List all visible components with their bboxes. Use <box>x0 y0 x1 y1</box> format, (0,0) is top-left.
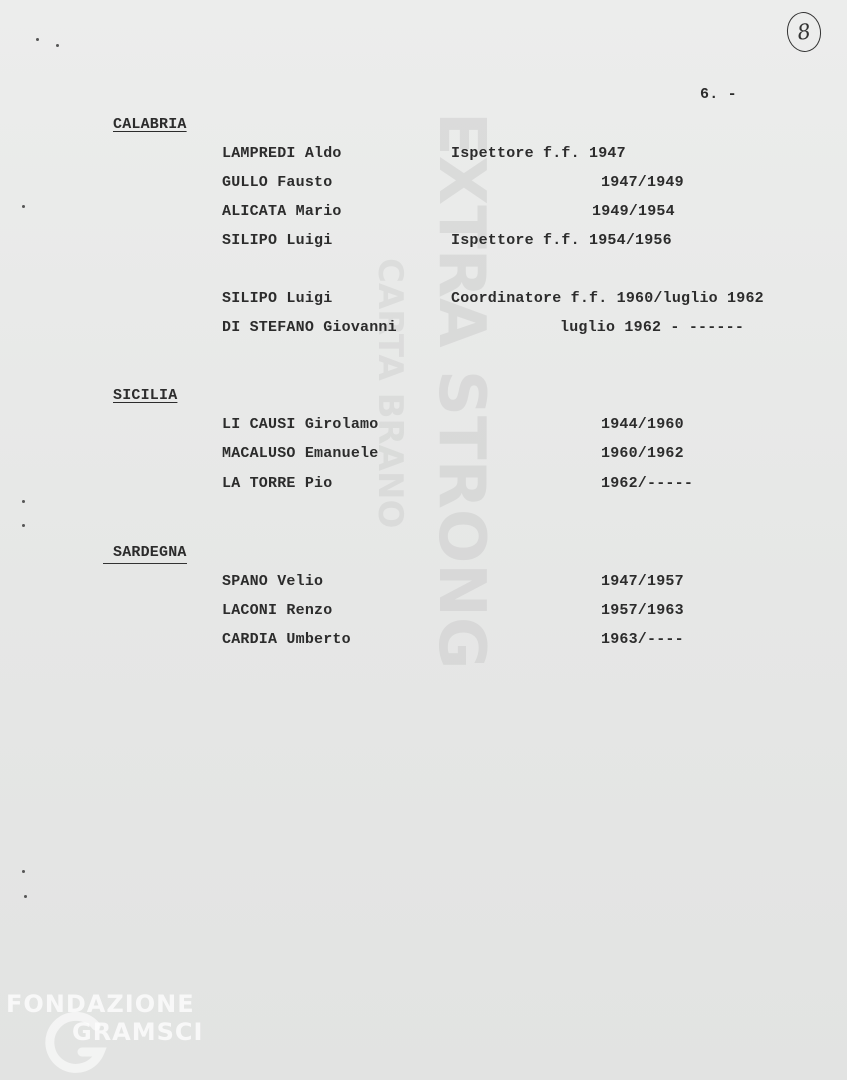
entry-detail: 1960/1962 <box>601 445 684 462</box>
entry-name: MACALUSO Emanuele <box>222 445 379 462</box>
entry-detail: Ispettore f.f. 1947 <box>451 145 626 162</box>
margin-mark <box>36 38 39 41</box>
entry-name: ALICATA Mario <box>222 203 342 220</box>
entry-detail: 1962/----- <box>601 475 694 492</box>
entry-name: SPANO Velio <box>222 573 324 590</box>
margin-mark <box>24 895 27 898</box>
section-title-sardegna: SARDEGNA <box>103 544 187 564</box>
margin-mark <box>22 500 25 503</box>
reverse-stamp: EXTRA STRONG <box>424 112 498 670</box>
reverse-stamp-small: CARTA BRANO <box>370 258 410 529</box>
entry-name: CARDIA Umberto <box>222 631 351 648</box>
entry-name: LI CAUSI Girolamo <box>222 416 379 433</box>
entry-name: LA TORRE Pio <box>222 475 333 492</box>
entry-name: SILIPO Luigi <box>222 290 333 307</box>
entry-detail: 1949/1954 <box>592 203 675 220</box>
entry-detail: Coordinatore f.f. 1960/luglio 1962 <box>451 290 764 307</box>
entry-name: LACONI Renzo <box>222 602 333 619</box>
entry-detail: 1944/1960 <box>601 416 684 433</box>
margin-mark <box>56 44 59 47</box>
entry-detail: luglio 1962 - ------ <box>560 319 745 336</box>
entry-name: SILIPO Luigi <box>222 232 333 249</box>
fondazione-gramsci-watermark <box>6 988 226 1078</box>
margin-mark <box>22 524 25 527</box>
entry-detail: Ispettore f.f. 1954/1956 <box>451 232 672 249</box>
margin-mark <box>22 205 25 208</box>
margin-mark <box>22 870 25 873</box>
section-title-sicilia: SICILIA <box>113 387 178 404</box>
entry-detail: 1947/1957 <box>601 573 684 590</box>
page-number: 6. - <box>700 86 737 103</box>
entry-detail: 1947/1949 <box>601 174 684 191</box>
entry-detail: 1963/---- <box>601 631 684 648</box>
section-title-calabria: CALABRIA <box>113 116 187 133</box>
watermark-line-2: GRAMSCI <box>72 1018 204 1046</box>
entry-name: DI STEFANO Giovanni <box>222 319 397 336</box>
entry-name: GULLO Fausto <box>222 174 333 191</box>
watermark-line-1: FONDAZIONE <box>6 990 195 1018</box>
entry-name: LAMPREDI Aldo <box>222 145 342 162</box>
entry-detail: 1957/1963 <box>601 602 684 619</box>
handwritten-page-number: 8 <box>784 10 823 54</box>
